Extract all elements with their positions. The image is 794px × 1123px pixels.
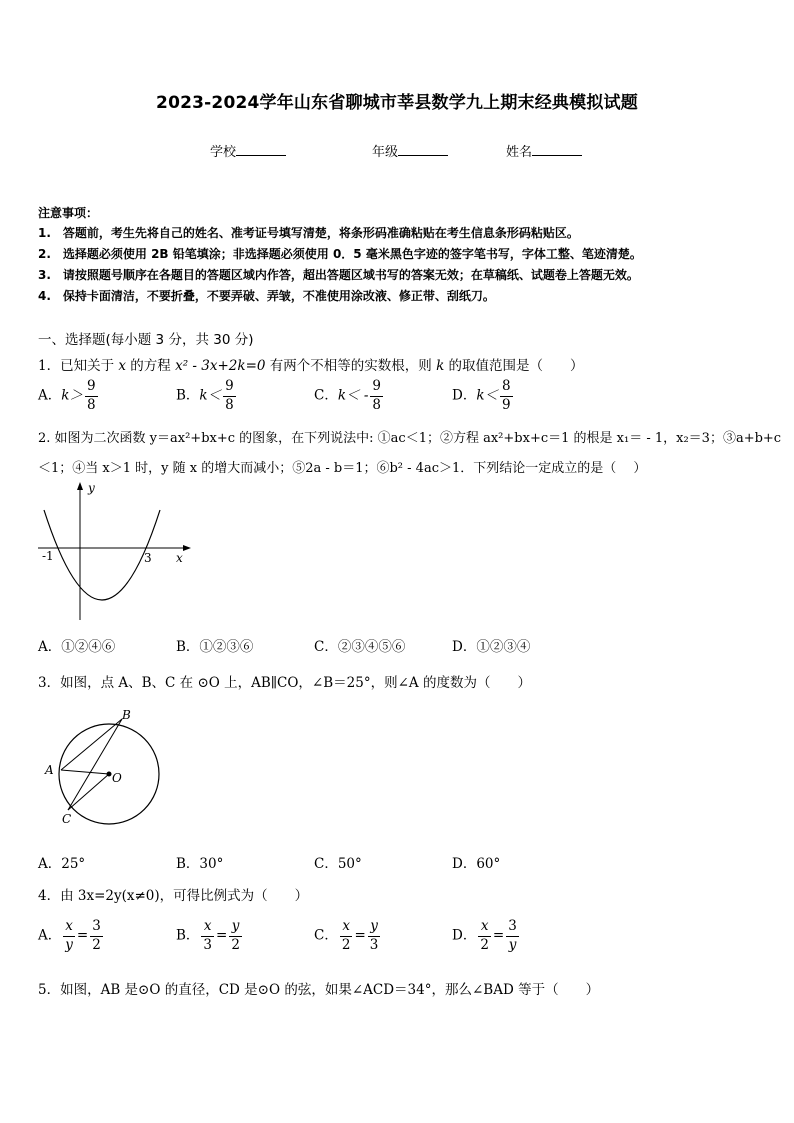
numerator: x	[201, 920, 214, 937]
q1-text-post: 有两个不相等的实数根，则	[265, 358, 437, 374]
question-1	[38, 354, 584, 374]
pos-root-label: 3	[144, 551, 152, 565]
point-label-b: B	[122, 708, 131, 722]
name-blank	[532, 143, 582, 156]
equals-sign: =	[216, 927, 228, 944]
option-label: C．	[314, 927, 338, 944]
denominator: y	[508, 936, 517, 953]
denominator: 3	[369, 936, 379, 953]
fraction	[370, 380, 383, 412]
fraction-right	[229, 920, 242, 952]
q4-option-a[interactable]	[38, 920, 105, 952]
notice-item-4: 4. 保持卡面清洁，不要折叠，不要弄破、弄皱，不准使用涂改液、修正带、刮纸刀。	[38, 289, 495, 303]
q3-option-d[interactable]: D．60°	[452, 856, 501, 872]
grade-blank	[398, 143, 448, 156]
school-blank	[236, 143, 286, 156]
denominator: 8	[86, 396, 96, 413]
equals-sign: =	[76, 927, 89, 944]
point-label-a: A	[45, 763, 54, 777]
name-field	[506, 141, 582, 160]
option-label: A．	[38, 387, 62, 404]
question-2-line-2: ＜1；④当 x＞1 时，y 随 x 的增大而减小；⑤2a - b＝1；⑥b² - 4ac＞1．下列结论一定成立的是（ ）	[38, 461, 647, 476]
q3-option-a[interactable]: A．25°	[38, 856, 86, 872]
fraction-left	[201, 920, 214, 952]
option-relation: k＞	[61, 387, 83, 404]
numerator: y	[368, 920, 381, 937]
section-heading: 一、选择题(每小题 3 分，共 30 分)	[38, 332, 254, 348]
numerator: 3	[90, 920, 103, 937]
question-2-line-1: 2. 如图为二次函数 y＝ax²+bx+c 的图象，在下列说法中: ①ac＜1；②方程 ax²+bx+c＝1 的根是 x₁＝ - 1，x₂＝3；③a+b+c	[38, 431, 782, 446]
q2-option-a[interactable]: A．①②④⑥	[38, 639, 116, 655]
q3-option-b[interactable]: B．30°	[176, 856, 224, 872]
denominator: 2	[231, 936, 240, 953]
q4-option-b[interactable]	[176, 920, 244, 952]
q1-option-b[interactable]	[176, 380, 238, 412]
fraction-left	[340, 920, 353, 952]
y-axis-arrow	[77, 482, 83, 490]
option-relation: k＜ -	[337, 387, 369, 404]
q4-option-c[interactable]	[314, 920, 382, 952]
question-4: 4．由 3x=2y(x≠0)，可得比例式为（ ）	[38, 888, 309, 904]
numerator: 8	[500, 380, 513, 397]
question-3: 3．如图，点 A、B、C 在 ⊙O 上，AB∥CO，∠B＝25°，则∠A 的度数为（ ）	[38, 675, 531, 691]
q1-text-mid: 的方程	[126, 358, 176, 374]
fraction-left	[63, 920, 75, 952]
circle-diagram	[40, 708, 170, 828]
q2-option-b[interactable]: B．①②③⑥	[176, 639, 254, 655]
q3-option-c[interactable]: C．50°	[314, 856, 362, 872]
numerator: x	[340, 920, 353, 937]
notice-heading: 注意事项：	[38, 206, 99, 220]
q1-text-pre: 1．已知关于	[38, 358, 119, 374]
school-label: 学校	[210, 145, 237, 160]
denominator: 9	[502, 396, 511, 413]
segment-ao	[61, 770, 109, 774]
segment-co	[68, 774, 109, 810]
denominator: y	[65, 936, 73, 953]
x-axis-label: x	[176, 551, 183, 565]
fraction	[223, 380, 236, 412]
point-label-c: C	[62, 812, 72, 826]
q2-option-c[interactable]: C．②③④⑤⑥	[314, 639, 406, 655]
numerator: y	[229, 920, 242, 937]
center-point	[107, 772, 112, 777]
numerator: x	[478, 920, 491, 937]
grade-label: 年级	[372, 145, 399, 160]
option-relation: k＜	[476, 387, 499, 404]
denominator: 2	[341, 936, 351, 953]
page-title: 2023-2024学年山东省聊城市莘县数学九上期末经典模拟试题	[156, 93, 638, 113]
equals-sign: =	[492, 927, 505, 944]
denominator: 8	[225, 396, 234, 413]
notice-item-2: 2. 选择题必须使用 2B 铅笔填涂；非选择题必须使用 0．5 毫米黑色字迹的签字笔书写，字体工整、笔迹清楚。	[38, 247, 642, 261]
numerator: 3	[506, 920, 519, 937]
q1-var-k: k	[436, 358, 445, 374]
q1-option-a[interactable]	[38, 380, 100, 412]
numerator: x	[63, 920, 75, 937]
y-axis-label: y	[88, 481, 95, 495]
fraction	[85, 380, 98, 412]
notice-item-3: 3. 请按照题号顺序在各题目的答题区域内作答，超出答题区域书写的答案无效；在草稿纸、试题卷上答题无效。	[38, 268, 639, 282]
q1-equation: x² - 3x+2k=0	[175, 358, 266, 374]
q4-option-d[interactable]	[452, 920, 521, 952]
segment-bc	[68, 719, 122, 810]
school-field	[210, 141, 286, 160]
fraction-right	[368, 920, 381, 952]
q1-option-c[interactable]	[314, 380, 385, 412]
point-label-o: O	[112, 771, 122, 785]
q2-option-d[interactable]: D．①②③④	[452, 639, 531, 655]
q1-var-x: x	[118, 358, 127, 374]
name-label: 姓名	[506, 145, 533, 160]
option-label: C．	[314, 387, 338, 404]
grade-field	[372, 141, 448, 160]
numerator: 9	[370, 380, 383, 397]
q1-text-tail: 的取值范围是（ ）	[444, 358, 584, 374]
notice-item-1: 1. 答题前，考生先将自己的姓名、准考证号填写清楚，将条形码准确粘贴在考生信息条形码粘贴区。	[38, 226, 579, 240]
option-label: D．	[452, 927, 477, 944]
option-relation: k＜	[199, 387, 222, 404]
denominator: 3	[203, 936, 213, 953]
numerator: 9	[85, 380, 98, 397]
fraction-right	[506, 920, 519, 952]
denominator: 8	[372, 396, 381, 413]
option-label: B．	[176, 927, 200, 944]
parabola-curve	[44, 510, 160, 600]
option-label: B．	[176, 387, 200, 404]
fraction-right	[90, 920, 103, 952]
numerator: 9	[223, 380, 236, 397]
denominator: 2	[480, 936, 489, 953]
option-label: D．	[452, 387, 477, 404]
fraction	[500, 380, 513, 412]
q1-option-d[interactable]	[452, 380, 515, 412]
x-axis-arrow	[183, 545, 191, 551]
equals-sign: =	[354, 927, 366, 944]
option-label: A．	[38, 927, 62, 944]
question-5: 5．如图，AB 是⊙O 的直径，CD 是⊙O 的弦，如果∠ACD＝34°，那么∠BAD 等于（ ）	[38, 982, 600, 998]
fraction-left	[478, 920, 491, 952]
neg-root-label: -1	[42, 549, 54, 563]
parabola-graph	[36, 480, 196, 625]
denominator: 2	[92, 936, 101, 953]
